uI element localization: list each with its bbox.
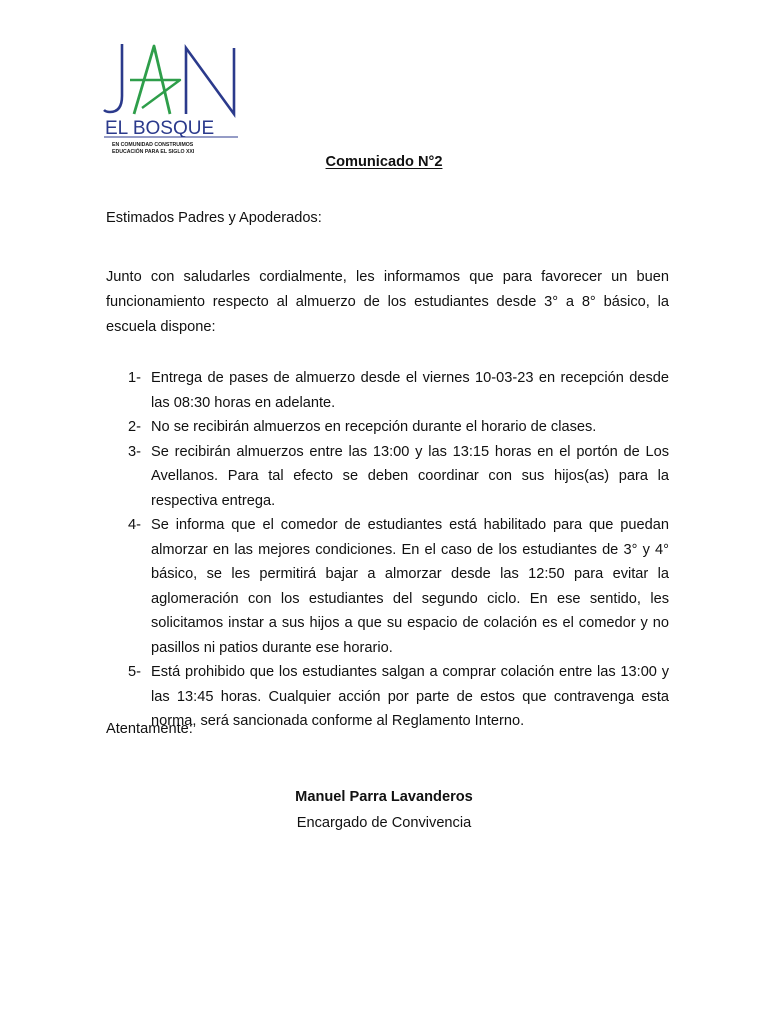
list-item [106,513,669,660]
list-item-text: Se recibirán almuerzos entre las 13:00 y las 13:15 horas en el portón de Los Avellanos. Para tal efecto se deben coordinar con sus hijos(as) para la respectiva entrega. [151,443,669,509]
logo-tagline-1: EN COMUNIDAD CONSTRUIMOS [112,142,194,148]
logo-tagline-2: EDUCACIÓN PARA EL SIGLO XXI [112,149,195,155]
intro-paragraph: Junto con saludarles cordialmente, les informamos que para favorecer un buen funcionamiento respecto al almuerzo de los estudiantes desde 3° a 8° básico, la escuela dispone: [106,269,669,335]
list-item-number: 2- [128,419,141,435]
list-item-text: Se informa que el comedor de estudiantes está habilitado para que puedan almorzar en las mejores condiciones. En el caso de los estudiantes de 3° y 4° básico, se les permitirá bajar a almorzar desde las 12:50 para evitar la aglomeración con los estudiantes del segundo ciclo. En ese sentido, les solicitamos instar a sus hijos a que su espacio de colación es el comedor y no pasillos ni patios durante ese horario. [151,517,669,656]
closing: Atentamente: [106,721,193,737]
list-item [106,415,669,440]
signer-name: Manuel Parra Lavanderos [295,789,473,805]
signer-role: Encargado de Convivencia [296,815,472,831]
logo-name: EL BOSQUE [105,118,215,139]
list-item-text: Está prohibido que los estudiantes salgan a comprar colación entre las 13:00 y las 13:45 horas. Cualquier acción por parte de estos que contravenga esta norma, será sancionada conforme al Reglamento Interno. [151,664,669,729]
logo-letter-j [104,44,122,112]
list-item-number: 1- [128,370,141,386]
measures-list [106,366,669,734]
salutation: Estimados Padres y Apoderados: [106,210,322,226]
list-item [106,366,669,415]
list-item-number: 5- [128,664,141,680]
list-item-number: 4- [128,517,141,533]
list-item-number: 3- [128,443,141,460]
list-item-text: No se recibirán almuerzos en recepción durante el horario de clases. [151,419,597,435]
logo-letter-n [186,48,234,114]
list-item-text: Entrega de pases de almuerzo desde el viernes 10-03-23 en recepción desde las 08:30 horas en adelante. [151,370,669,411]
school-logo [102,40,242,156]
list-item [106,440,669,514]
document-title: Comunicado N°2 [325,154,443,170]
